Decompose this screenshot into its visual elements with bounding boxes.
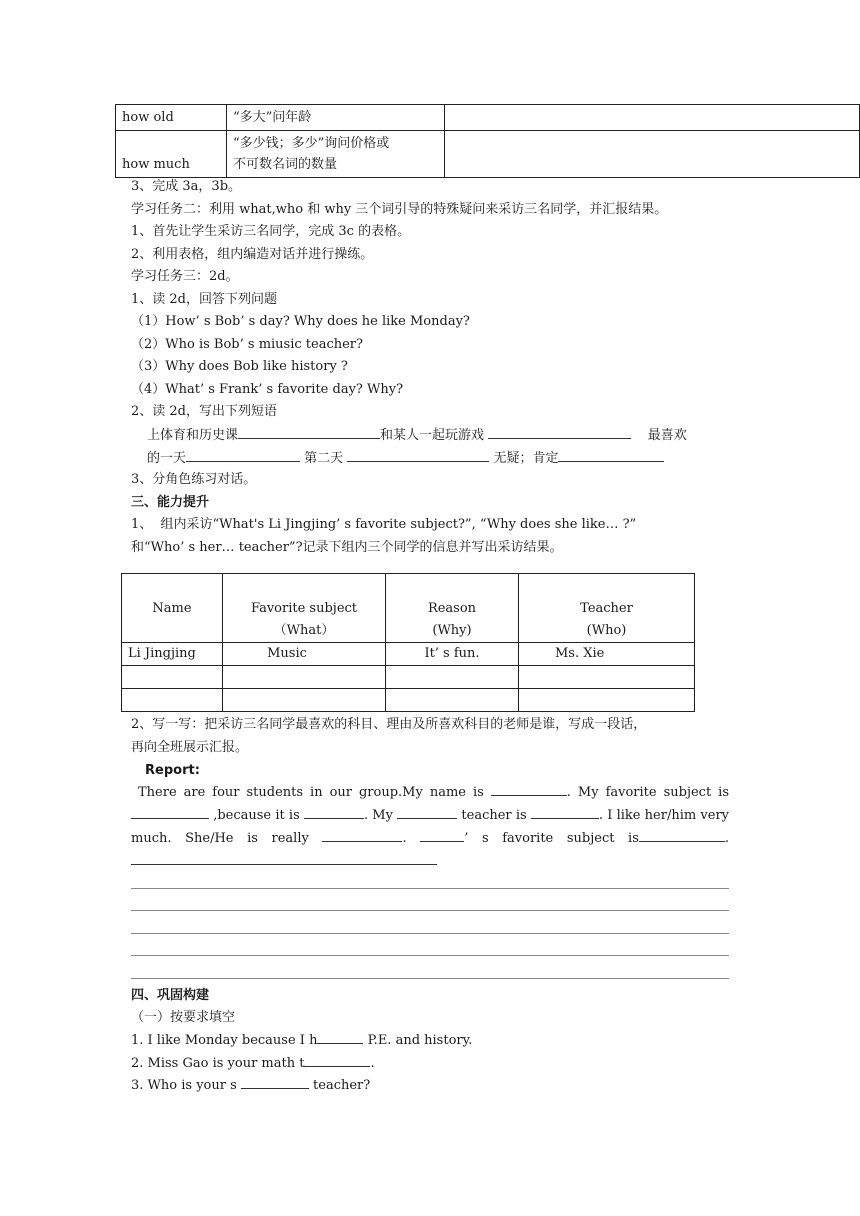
section-three-heading: 三、能力提升	[131, 495, 210, 510]
phrase-label: 无疑；肯定	[493, 451, 559, 466]
exercise-text: P.E. and history.	[363, 1033, 473, 1048]
exercise-text: 1. I like Monday because I h	[131, 1033, 318, 1048]
question-line: （3）Why does Bob like history ?	[131, 359, 348, 374]
phrase-label: 的一天	[147, 451, 187, 466]
task-three-heading: 学习任务三：2d。	[131, 269, 239, 284]
subsection-heading: （一）按要求填空	[131, 1010, 236, 1025]
writing-line[interactable]	[131, 978, 729, 979]
table-cell[interactable]	[223, 689, 386, 712]
answer-blank[interactable]	[131, 804, 209, 819]
answer-blank[interactable]	[241, 1074, 309, 1089]
report-text: . My favorite subject is	[566, 785, 730, 800]
header-text: Favorite subject	[250, 601, 358, 616]
phrase-label: 第二天	[304, 451, 344, 466]
report-text: . I like her/him very much. She/He is really	[131, 808, 729, 846]
table-cell[interactable]	[519, 666, 695, 689]
vocab-note	[445, 131, 860, 178]
exercise-text: 2. Miss Gao is your math t	[131, 1056, 305, 1071]
vocab-meaning	[227, 131, 445, 178]
table-row	[116, 131, 860, 178]
text-line: 1、首先让学生采访三名同学，完成 3c 的表格。	[131, 224, 411, 239]
answer-blank[interactable]	[397, 804, 457, 819]
text-line: 2、写一写：把采访三名同学最喜欢的科目、理由及所喜欢科目的老师是谁，写成一段话，	[131, 717, 647, 732]
question-line: （4）What’ s Frank’ s favorite day? Why?	[131, 382, 404, 397]
writing-line[interactable]	[131, 888, 729, 889]
table-cell: Music	[223, 643, 386, 666]
text-line: 和“Who’ s her… teacher”?记录下组内三个同学的信息并写出采访结果。	[131, 540, 563, 555]
header-text: Name	[152, 600, 192, 616]
table-cell[interactable]	[386, 666, 519, 689]
exercise-line	[131, 1052, 375, 1074]
text-line: 1、读 2d，回答下列问题	[131, 292, 277, 307]
phrase-label: 和某人一起玩游戏	[380, 428, 485, 443]
table-cell[interactable]	[386, 689, 519, 712]
answer-blank[interactable]	[420, 827, 464, 842]
text-line: 1、 组内采访“What's Li Jingjing’ s favorite subject?”, “Why does she like… ?”	[131, 517, 637, 532]
table-row	[116, 105, 860, 131]
vocab-meaning-line2: 不可数名词的数量	[233, 157, 338, 172]
table-cell: Ms. Xie	[519, 643, 695, 666]
exercise-text: .	[370, 1056, 375, 1071]
table-cell[interactable]	[519, 689, 695, 712]
table-row	[122, 643, 695, 666]
text-line: 2、读 2d，写出下列短语	[131, 404, 277, 419]
table-row	[122, 666, 695, 689]
report-text: .	[402, 831, 421, 846]
header-subtext: (Why)	[432, 623, 472, 638]
question-line: （2）Who is Bob’ s miusic teacher?	[131, 337, 363, 352]
report-text: teacher is	[457, 808, 531, 823]
answer-blank[interactable]	[238, 424, 380, 439]
exercise-line	[131, 1029, 472, 1051]
table-cell[interactable]	[122, 689, 223, 712]
vocab-meaning: “多大”问年龄	[227, 105, 445, 131]
answer-blank[interactable]	[322, 827, 402, 842]
column-header-name	[122, 574, 223, 643]
writing-line[interactable]	[131, 910, 729, 911]
answer-blank[interactable]	[558, 447, 664, 462]
answer-blank[interactable]	[317, 1029, 363, 1044]
phrase-line	[147, 447, 664, 469]
column-header-subject	[223, 574, 386, 643]
report-text: ’ s favorite subject is	[464, 831, 639, 846]
table-cell: It’ s fun.	[386, 643, 519, 666]
text-line: 3、分角色练习对话。	[131, 472, 257, 487]
column-header-teacher	[519, 574, 695, 643]
vocab-note	[445, 105, 860, 131]
report-label: Report:	[145, 763, 200, 778]
answer-blank[interactable]	[347, 447, 489, 462]
header-subtext: (Who)	[586, 623, 627, 638]
table-header-row	[122, 574, 695, 643]
report-text: ,because it is	[209, 808, 304, 823]
column-header-reason	[386, 574, 519, 643]
phrase-line	[147, 424, 687, 446]
interview-table	[121, 573, 695, 712]
report-text: There are four students in our group.My name is	[138, 785, 491, 800]
answer-blank[interactable]	[491, 781, 567, 796]
text-line: 再向全班展示汇报。	[131, 740, 249, 755]
writing-line[interactable]	[131, 955, 729, 956]
header-subtext: （What）	[273, 623, 335, 638]
vocab-word: how much	[116, 131, 227, 178]
answer-blank[interactable]	[639, 827, 725, 842]
answer-blank[interactable]	[304, 804, 364, 819]
text-line: 2、利用表格，组内编造对话并进行操练。	[131, 247, 374, 262]
vocab-word: how old	[116, 105, 227, 131]
phrase-label: 最喜欢	[647, 428, 687, 443]
answer-blank[interactable]	[186, 447, 300, 462]
header-text: Teacher	[580, 601, 633, 616]
exercise-text: teacher?	[308, 1078, 371, 1093]
answer-blank[interactable]	[488, 424, 631, 439]
answer-blank[interactable]	[304, 1052, 370, 1067]
vocab-meaning-line1: “多少钱；多少”询问价格或	[233, 136, 390, 151]
answer-blank[interactable]	[131, 850, 437, 865]
exercise-text: 3. Who is your s	[131, 1078, 241, 1093]
question-line: （1）How’ s Bob’ s day? Why does he like Monday?	[131, 314, 470, 329]
report-text: .	[724, 831, 730, 846]
table-row	[122, 689, 695, 712]
table-cell: Li Jingjing	[122, 643, 223, 666]
header-text: Reason	[427, 601, 477, 616]
report-paragraph	[131, 781, 729, 873]
report-text: . My	[363, 808, 398, 823]
task-two-heading: 学习任务二：利用 what,who 和 why 三个词引导的特殊疑问来采访三名同学，并汇报结果。	[131, 202, 668, 217]
vocab-table	[115, 104, 860, 178]
exercise-line	[131, 1074, 370, 1096]
section-four-heading: 四、巩固构建	[131, 988, 210, 1003]
answer-blank[interactable]	[531, 804, 599, 819]
table-cell[interactable]	[223, 666, 386, 689]
table-cell[interactable]	[122, 666, 223, 689]
phrase-label: 上体育和历史课	[147, 428, 239, 443]
writing-line[interactable]	[131, 933, 729, 934]
text-line: 3、完成 3a，3b。	[131, 179, 242, 194]
